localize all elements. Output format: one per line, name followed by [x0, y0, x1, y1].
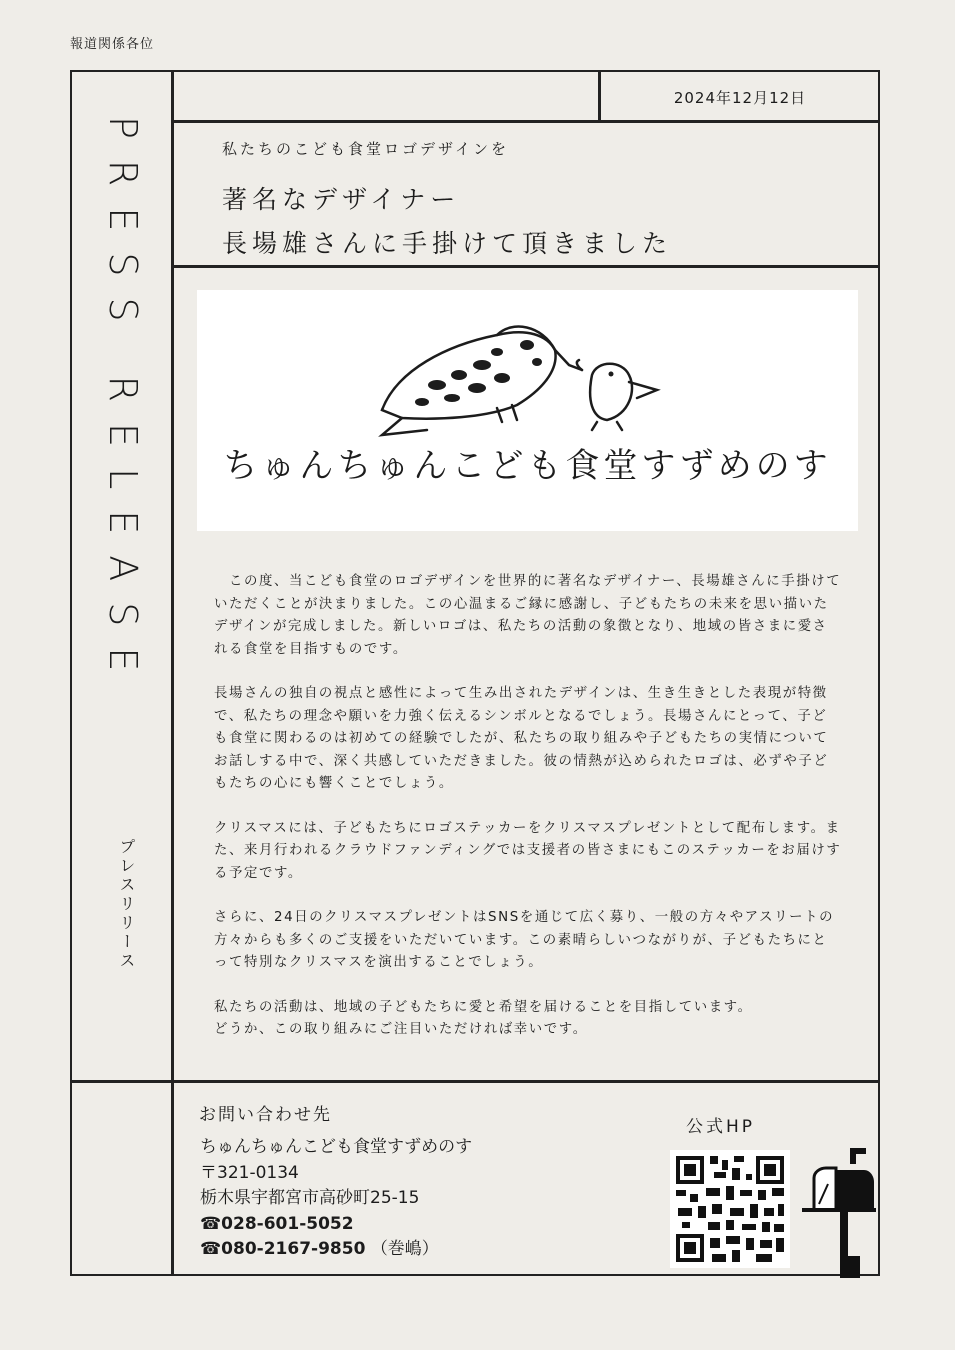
contact-address: 栃木県宇都宮市高砂町25-15	[200, 1188, 420, 1208]
date-row-divider	[171, 120, 880, 123]
sidebar-divider	[171, 70, 174, 1276]
body-paragraph-3: クリスマスには、子どもたちにロゴステッカーをクリスマスプレゼントとして配布します。また、来月行われるクラウドファンディングでは支援者の皆さまにもこのステッカーをお届けする予定です。	[214, 820, 842, 881]
body-paragraph-4: さらに、24日のクリスマスプレゼントはSNSを通じて広く募り、一般の方々やアスリートの方々からも多くのご支援をいただいています。この素晴らしいつながりが、子どもたちにとって特別なクリスマスを演出することでしょう。	[214, 910, 835, 970]
contact-heading: お問い合わせ先	[199, 1105, 332, 1125]
addressee: 報道関係各位	[70, 37, 155, 52]
contact-block	[200, 1135, 472, 1263]
body-paragraph-2: 長場さんの独自の視点と感性によって生み出されたデザインは、生き生きとした表現が特徴で、私たちの理念や願いを力強く伝えるシンボルとなるでしょう。長場さんにとって、子ども食堂に関わるのは初めての経験でしたが、私たちの取り組みや子どもたちの実情についてお話しする中で、深く共感していただきました。彼の情熱が込められたロゴは、必ずや子どもたちの心にも響くことでしょう。	[214, 686, 829, 791]
qr-code-icon[interactable]	[670, 1150, 790, 1268]
website-label: 公式HP	[686, 1117, 756, 1137]
release-date: 2024年12月12日	[673, 89, 807, 107]
contact-org: ちゅんちゅんこども食堂すずめのす	[200, 1137, 473, 1157]
headline-line-1: 著名なデザイナー	[222, 185, 461, 214]
logo-image	[197, 290, 858, 531]
release-headline	[222, 178, 672, 266]
body-paragraph-1: この度、当こども食堂のロゴデザインを世界的に著名なデザイナー、長場雄さんに手掛けていただくことが決まりました。この心温まるご縁に感謝し、子どもたちの未来を思い描いたデザインが完成しました。新しいロゴは、私たちの活動の象徴となり、地域の皆さまに愛される食堂を目指すものです。	[214, 574, 842, 657]
mailbox-icon	[802, 1148, 877, 1278]
body-paragraph-5: 私たちの活動は、地域の子どもたちに愛と希望を届けることを目指しています。 どうか、この取り組みにご注目いただければ幸いです。	[214, 999, 753, 1037]
sparrow-illustration-icon	[197, 290, 858, 440]
logo-text: ちゅんちゅんこども食堂すずめのす	[223, 446, 832, 486]
headline-line-2: 長場雄さんに手掛けて頂きました	[222, 229, 673, 258]
release-subtitle: 私たちのこども食堂ロゴデザインを	[222, 140, 509, 158]
qr-code-graphic	[670, 1150, 790, 1268]
mailbox-graphic	[802, 1148, 877, 1278]
release-body	[214, 571, 842, 1064]
contact-phone-2-note: （巻嶋）	[370, 1239, 439, 1259]
contact-phone-1[interactable]: ☎028-601-5052	[200, 1213, 354, 1234]
contact-phone-2[interactable]: ☎080-2167-9850	[200, 1239, 366, 1259]
press-release-jp: プレスリリース	[117, 838, 136, 971]
press-release-title: PRESS RELEASE	[101, 116, 145, 693]
contact-postal: 〒321-0134	[200, 1162, 299, 1183]
contact-phone-2-row	[200, 1237, 472, 1263]
footer-divider	[70, 1080, 880, 1083]
